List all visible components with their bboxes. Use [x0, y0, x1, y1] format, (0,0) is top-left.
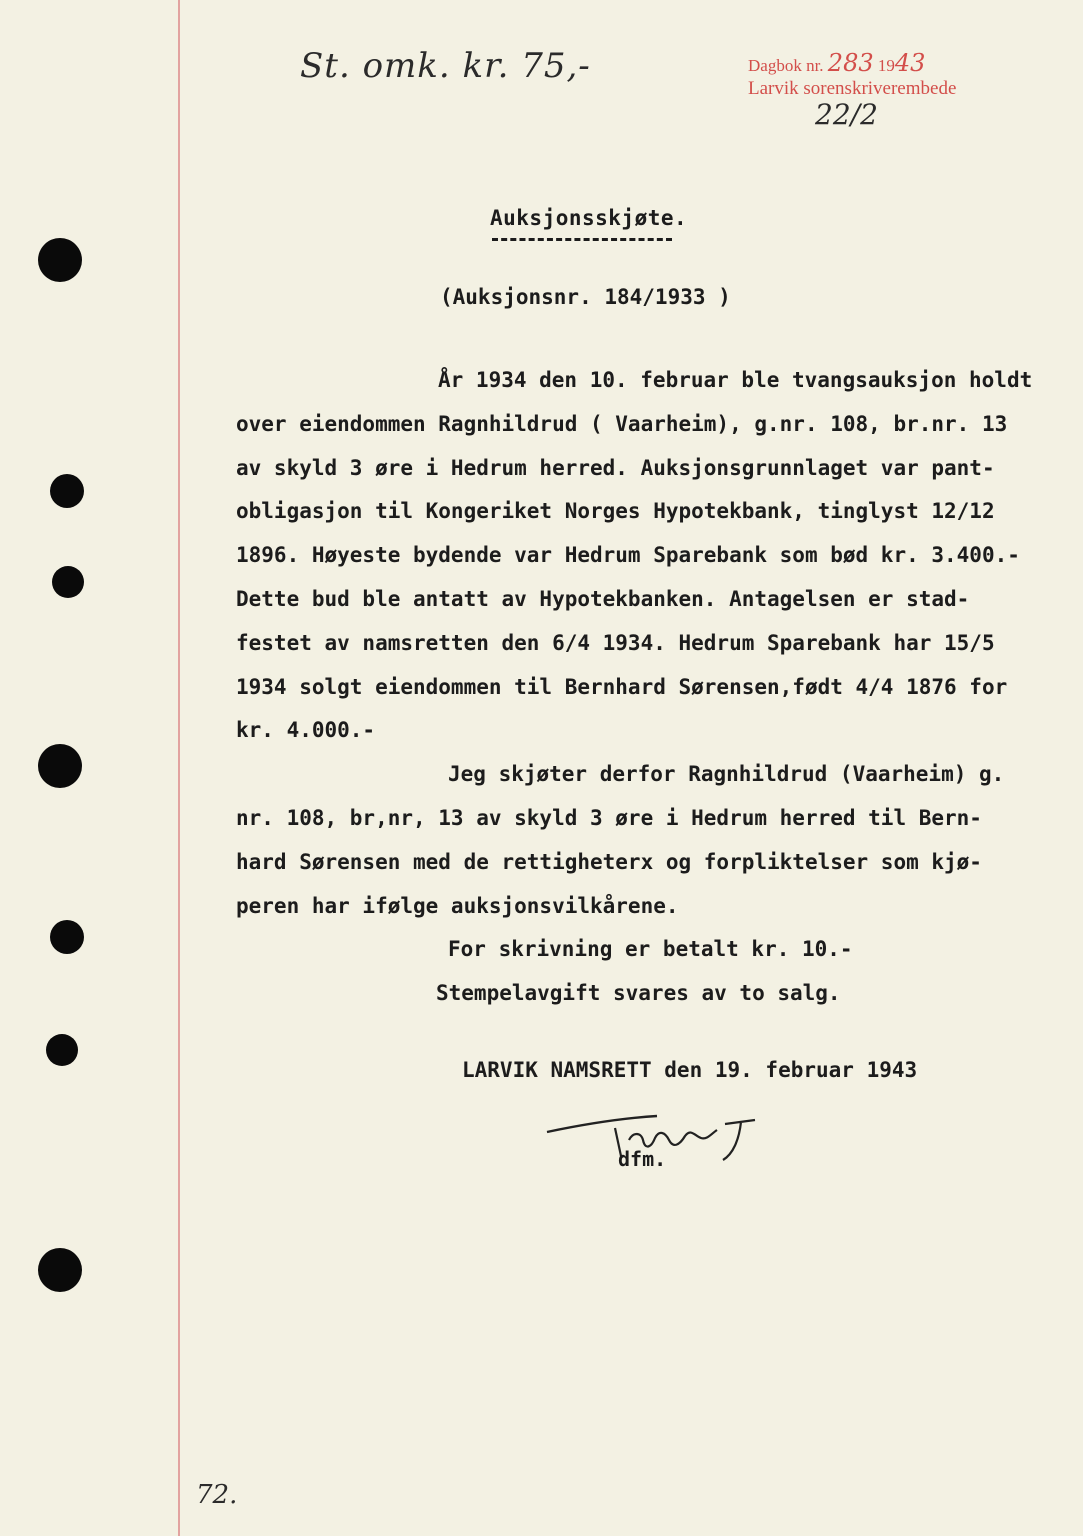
body-line: kr. 4.000.-	[236, 718, 376, 743]
punch-hole	[46, 1034, 78, 1066]
body-line: Stempelavgift svares av to salg.	[436, 981, 841, 1006]
body-line: obligasjon til Kongeriket Norges Hypotekbank, tinglyst 12/12	[236, 499, 995, 524]
punch-hole	[50, 920, 84, 954]
stamp-year-prefix: 19	[877, 56, 895, 75]
body-line: festet av namsretten den 6/4 1934. Hedrum Sparebank har 15/5	[236, 630, 995, 655]
margin-rule	[178, 0, 180, 1536]
stamp-office: Larvik sorenskriverembede	[748, 77, 957, 99]
registry-stamp	[748, 50, 956, 99]
body-line: peren har ifølge auksjonsvilkårene.	[236, 893, 679, 918]
body-line: Dette bud ble antatt av Hypotekbanken. Antagelsen er stad-	[236, 586, 970, 611]
document-body	[236, 365, 1036, 1022]
stamp-year-suffix: 43	[894, 49, 926, 77]
punch-hole	[38, 744, 82, 788]
body-line: 1896. Høyeste bydende var Hedrum Sparebank som bød kr. 3.400.-	[236, 543, 1020, 568]
body-line: For skrivning er betalt kr. 10.-	[448, 937, 853, 962]
punch-hole	[38, 1248, 82, 1292]
signer-title: dfm.	[618, 1147, 667, 1171]
body-line: År 1934 den 10. februar ble tvangsauksjon holdt	[438, 368, 1033, 392]
body-line: av skyld 3 øre i Hedrum herred. Auksjonsgrunnlaget var pant-	[236, 455, 995, 480]
body-line: nr. 108, br,nr, 13 av skyld 3 øre i Hedrum herred til Bern-	[236, 805, 982, 830]
stamp-date: 22/2	[815, 98, 878, 131]
stamp-number: 283	[827, 49, 874, 77]
stamp-label: Dagbok nr.	[748, 56, 824, 75]
body-line: 1934 solgt eiendommen til Bernhard Sørensen,født 4/4 1876 for	[236, 674, 1008, 699]
punch-hole	[52, 566, 84, 598]
body-line: over eiendommen Ragnhildrud ( Vaarheim), g.nr. 108, br.nr. 13	[236, 411, 1008, 436]
court-date-line: LARVIK NAMSRETT den 19. februar 1943	[462, 1058, 918, 1082]
body-line: hard Sørensen med de rettigheterx og forpliktelser som kjø-	[236, 849, 982, 874]
punch-hole	[50, 474, 84, 508]
handwritten-page-note: 72.	[196, 1480, 238, 1510]
punch-hole	[38, 238, 82, 282]
title-underline	[492, 238, 672, 241]
handwritten-fee-note: St. omk. kr. 75,-	[300, 46, 591, 86]
document-title: Auksjonsskjøte.	[490, 206, 688, 230]
auction-number: (Auksjonsnr. 184/1933 )	[440, 285, 731, 309]
body-line: Jeg skjøter derfor Ragnhildrud (Vaarheim) g.	[448, 762, 1005, 787]
